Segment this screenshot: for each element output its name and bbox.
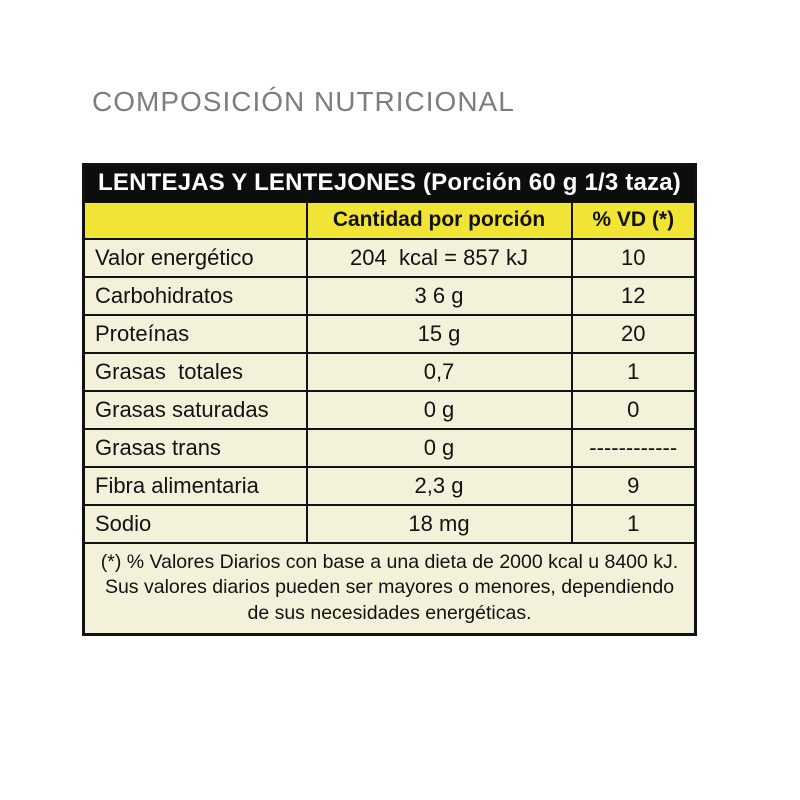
nutrient-dv: 20 bbox=[572, 315, 696, 353]
nutrient-dv: 9 bbox=[572, 467, 696, 505]
page-title: COMPOSICIÓN NUTRICIONAL bbox=[92, 86, 515, 117]
table-row bbox=[84, 239, 696, 277]
nutrient-label: Carbohidratos bbox=[84, 277, 307, 315]
nutrient-amount: 18 mg bbox=[307, 505, 572, 543]
footnote-row bbox=[84, 543, 696, 635]
column-header-dv: % VD (*) bbox=[572, 202, 696, 239]
nutrient-label: Fibra alimentaria bbox=[84, 467, 307, 505]
nutrient-amount: 3 6 g bbox=[307, 277, 572, 315]
nutrient-label: Grasas saturadas bbox=[84, 391, 307, 429]
column-header-row bbox=[84, 202, 696, 239]
table-row bbox=[84, 277, 696, 315]
nutrient-dv: 12 bbox=[572, 277, 696, 315]
nutrient-dv: 0 bbox=[572, 391, 696, 429]
nutrient-amount: 15 g bbox=[307, 315, 572, 353]
column-header-amount: Cantidad por porción bbox=[307, 202, 572, 239]
nutrient-dv: 1 bbox=[572, 353, 696, 391]
table-title-row bbox=[84, 165, 696, 202]
column-header-empty bbox=[84, 202, 307, 239]
footnote: (*) % Valores Diarios con base a una dieta de 2000 kcal u 8400 kJ. Sus valores diarios pueden ser mayores o menores, dependiendo de sus necesidades energéticas. bbox=[84, 543, 696, 635]
table-row bbox=[84, 391, 696, 429]
nutrient-amount: 0 g bbox=[307, 429, 572, 467]
table-title: LENTEJAS Y LENTEJONES (Porción 60 g 1/3 taza) bbox=[84, 165, 696, 202]
table-row bbox=[84, 353, 696, 391]
table-row bbox=[84, 429, 696, 467]
nutrient-label: Valor energético bbox=[84, 239, 307, 277]
table-row bbox=[84, 315, 696, 353]
nutrient-label: Sodio bbox=[84, 505, 307, 543]
nutrient-amount: 2,3 g bbox=[307, 467, 572, 505]
nutrient-label: Grasas totales bbox=[84, 353, 307, 391]
nutrient-dv: ------------ bbox=[572, 429, 696, 467]
nutrient-amount: 0,7 bbox=[307, 353, 572, 391]
nutrient-amount: 204 kcal = 857 kJ bbox=[307, 239, 572, 277]
nutrient-dv: 10 bbox=[572, 239, 696, 277]
nutrition-table bbox=[82, 163, 697, 636]
nutrient-label: Grasas trans bbox=[84, 429, 307, 467]
nutrient-amount: 0 g bbox=[307, 391, 572, 429]
table-row bbox=[84, 467, 696, 505]
nutrient-label: Proteínas bbox=[84, 315, 307, 353]
table-row bbox=[84, 505, 696, 543]
nutrient-dv: 1 bbox=[572, 505, 696, 543]
